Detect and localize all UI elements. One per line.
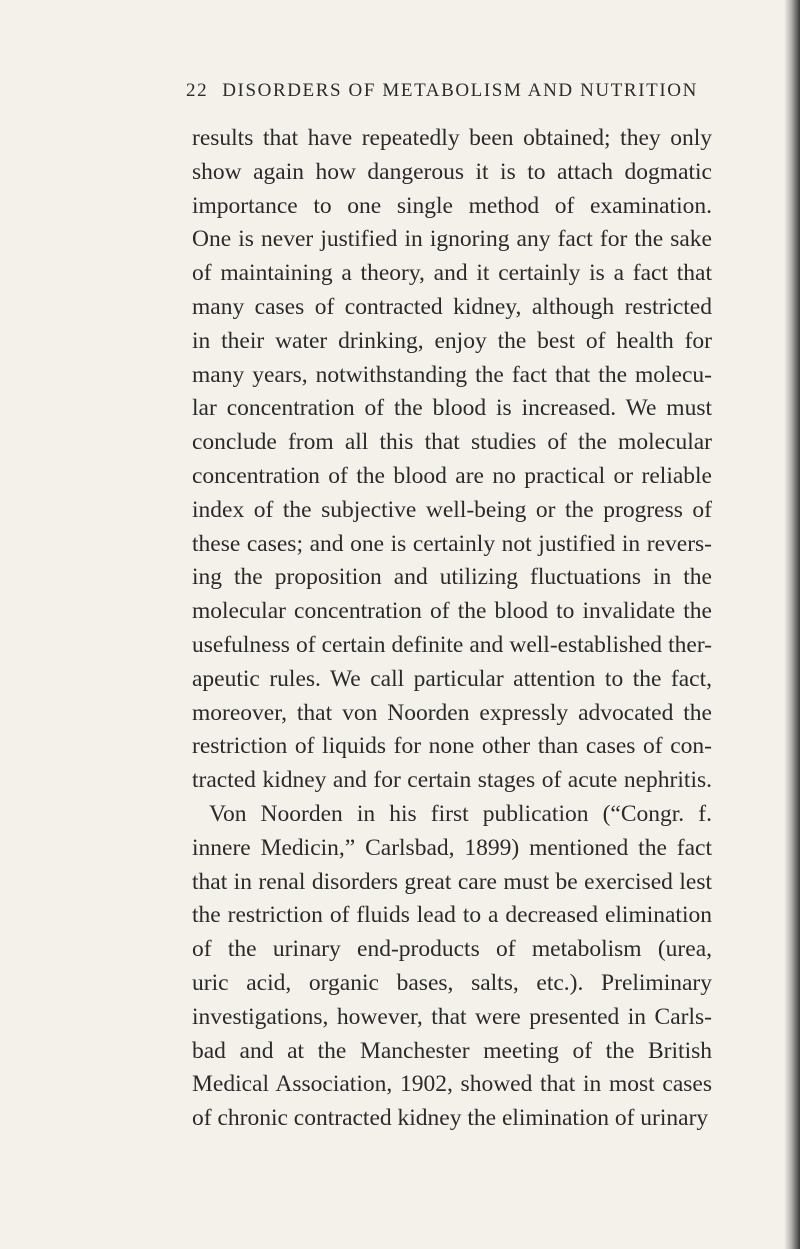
page-number: 22 [186,80,209,101]
text-line: in their water drinking, enjoy the best of health for [192,327,712,354]
text-line: moreover, that von Noorden expressly advocated the [192,699,712,726]
text-line: restriction of liquids for none other than cases of con- [192,733,712,760]
text-line: bad and at the Manchester meeting of the British [192,1037,712,1064]
text-line: many cases of contracted kidney, although restricted [192,293,712,320]
text-line: index of the subjective well-being or the progress of [192,496,712,523]
text-line: importance to one single method of examination. [192,192,712,219]
running-head [186,80,698,102]
body-text [192,122,712,1136]
text-line: the restriction of fluids lead to a decreased elimination [192,902,712,929]
text-line: apeutic rules. We call particular attention to the fact, [192,665,712,692]
text-line: Von Noorden in his first publication (“Congr. f. [209,800,712,827]
text-line: uric acid, organic bases, salts, etc.). Preliminary [192,969,712,996]
text-line: Medical Association, 1902, showed that in most cases [192,1071,712,1098]
text-line: lar concentration of the blood is increased. We must [192,395,712,422]
text-line: innere Medicin,” Carlsbad, 1899) mentioned the fact [192,834,712,861]
text-line: of maintaining a theory, and it certainly is a fact that [192,260,712,287]
text-line: conclude from all this that studies of the molecular [192,429,712,456]
text-line: One is never justified in ignoring any fact for the sake [192,226,712,253]
text-line: of the urinary end-products of metabolism (urea, [192,936,712,963]
text-line: show again how dangerous it is to attach dogmatic [192,158,712,185]
text-line: that in renal disorders great care must be exercised lest [192,868,712,895]
text-line: these cases; and one is certainly not justified in revers- [192,530,712,557]
text-line: results that have repeatedly been obtained; they only [192,125,712,151]
page-edge-shadow [784,0,800,1249]
chapter-title: DISORDERS OF METABOLISM AND NUTRITION [222,80,698,101]
text-line: of chronic contracted kidney the elimination of urinary [192,1105,709,1132]
text-line: ing the proposition and utilizing fluctuations in the [192,564,712,591]
text-line: investigations, however, that were presented in Carls- [192,1003,712,1030]
text-line: molecular concentration of the blood to invalidate the [192,598,712,625]
text-line: many years, notwithstanding the fact that the molecu- [192,361,712,388]
text-line: tracted kidney and for certain stages of acute nephritis. [192,767,712,794]
text-line: concentration of the blood are no practical or reliable [192,462,712,489]
text-line: usefulness of certain definite and well-established ther- [192,631,712,658]
